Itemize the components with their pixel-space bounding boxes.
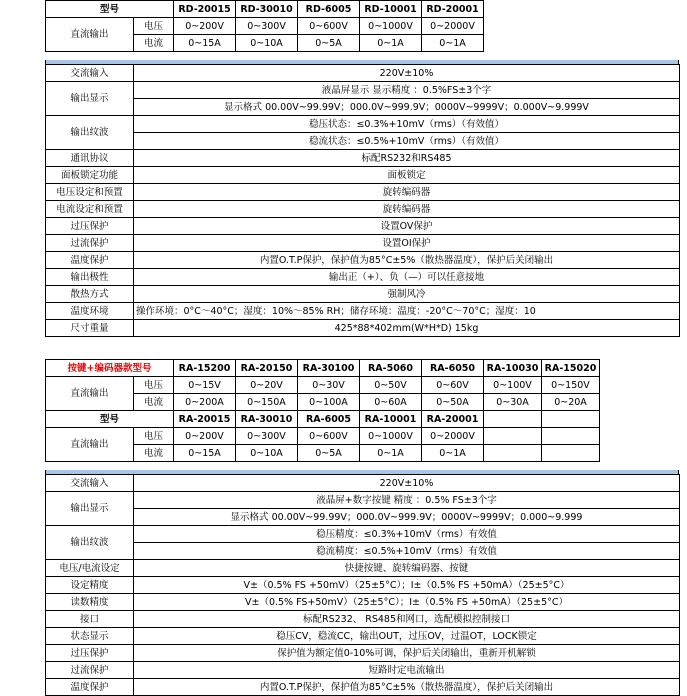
spec-label: 输出纹波 bbox=[46, 526, 134, 560]
spec-row bbox=[46, 594, 680, 611]
current-value: 0~10A bbox=[236, 445, 298, 462]
voltage-row bbox=[46, 18, 680, 35]
current-value: 0~15A bbox=[174, 35, 236, 52]
voltage-value: 0~50V bbox=[360, 377, 422, 394]
spec-value: 设置OV保护 bbox=[134, 218, 680, 235]
spec-sheet bbox=[45, 0, 679, 696]
spec-row bbox=[46, 150, 680, 167]
current-label: 电流 bbox=[134, 35, 174, 52]
spec-row bbox=[46, 492, 680, 509]
current-value: 0~10A bbox=[236, 35, 298, 52]
spec-label: 过压保护 bbox=[46, 645, 134, 662]
rd-spec-table bbox=[45, 64, 680, 337]
voltage-value: 0~150V bbox=[542, 377, 600, 394]
model-name: RA-6050 bbox=[422, 360, 484, 377]
spec-label: 输出纹波 bbox=[46, 116, 134, 150]
spec-row bbox=[46, 611, 680, 628]
current-value: 0~5A bbox=[298, 35, 360, 52]
rd-model-table bbox=[45, 0, 680, 52]
ra-spec-table bbox=[45, 474, 680, 696]
current-value: 0~100A bbox=[298, 394, 360, 411]
spec-row bbox=[46, 82, 680, 99]
voltage-value: 0~15V bbox=[174, 377, 236, 394]
spec-label: 电压/电流设定 bbox=[46, 560, 134, 577]
dc-output-label: 直流输出 bbox=[46, 18, 134, 52]
spec-row bbox=[46, 269, 680, 286]
spec-label: 温度保护 bbox=[46, 679, 134, 696]
current-value: 0~1A bbox=[422, 35, 484, 52]
model-name: RA-30100 bbox=[298, 360, 360, 377]
spec-label: 通讯协议 bbox=[46, 150, 134, 167]
model-name: RA-5060 bbox=[360, 360, 422, 377]
spec-label: 状态显示 bbox=[46, 628, 134, 645]
dc-output-label: 直流输出 bbox=[46, 428, 134, 462]
spec-value: 保护值为额定值0-10%可调，保护后关闭输出，重新开机解锁 bbox=[134, 645, 680, 662]
spec-label: 过流保护 bbox=[46, 235, 134, 252]
voltage-value: 0~60V bbox=[422, 377, 484, 394]
spec-row bbox=[46, 303, 680, 320]
spec-label: 过压保护 bbox=[46, 218, 134, 235]
spec-label: 温度保护 bbox=[46, 252, 134, 269]
model-header-row bbox=[46, 1, 680, 18]
spec-row bbox=[46, 99, 680, 116]
spec-label: 散热方式 bbox=[46, 286, 134, 303]
voltage-value: 0~600V bbox=[298, 18, 360, 35]
spec-value: 425*88*402mm(W*H*D) 15kg bbox=[134, 320, 680, 337]
voltage-value: 0~2000V bbox=[422, 18, 484, 35]
model-name: RA-10001 bbox=[360, 411, 422, 428]
spec-value: 强制风冷 bbox=[134, 286, 680, 303]
spec-value: 旋转编码器 bbox=[134, 184, 680, 201]
spec-value: V±（0.5% FS +50mV）（25±5°C）；I±（0.5% FS +50mA）（25±5°C） bbox=[134, 577, 680, 594]
spec-label: 过流保护 bbox=[46, 662, 134, 679]
current-value: 0~1A bbox=[422, 445, 484, 462]
voltage-row bbox=[46, 428, 680, 445]
spec-value: 220V±10% bbox=[134, 475, 680, 492]
current-value: 0~5A bbox=[298, 445, 360, 462]
spec-value: 稳压CV，稳流CC，输出OUT，过压OV，过温OT，LOCK锁定 bbox=[134, 628, 680, 645]
spec-label: 尺寸重量 bbox=[46, 320, 134, 337]
model-header-row bbox=[46, 360, 680, 377]
spec-row bbox=[46, 320, 680, 337]
model-name: RD-6005 bbox=[298, 1, 360, 18]
model-name: RA-10030 bbox=[484, 360, 542, 377]
spec-row bbox=[46, 543, 680, 560]
current-value: 0~50A bbox=[422, 394, 484, 411]
spec-label: 交流输入 bbox=[46, 65, 134, 82]
model-name: RD-10001 bbox=[360, 1, 422, 18]
voltage-label: 电压 bbox=[134, 377, 174, 394]
spec-label: 温度环境 bbox=[46, 303, 134, 320]
spec-row bbox=[46, 560, 680, 577]
current-label: 电流 bbox=[134, 445, 174, 462]
spec-value: 显示格式 00.00V~99.99V；000.0V~999.9V；0000V~9999V；0.000V~9.999V bbox=[134, 99, 680, 116]
model-name: RA-15200 bbox=[174, 360, 236, 377]
spec-label: 面板锁定功能 bbox=[46, 167, 134, 184]
spec-value: 稳压精度：≤0.3%+10mV（rms）有效值 bbox=[134, 526, 680, 543]
spec-row bbox=[46, 286, 680, 303]
current-row bbox=[46, 445, 680, 462]
spec-row bbox=[46, 645, 680, 662]
spec-row bbox=[46, 235, 680, 252]
spec-row bbox=[46, 184, 680, 201]
spec-label: 设定精度 bbox=[46, 577, 134, 594]
model-name: RD-20001 bbox=[422, 1, 484, 18]
model-name: RA-15020 bbox=[542, 360, 600, 377]
current-value: 0~150A bbox=[236, 394, 298, 411]
spec-row bbox=[46, 116, 680, 133]
spec-row bbox=[46, 577, 680, 594]
dc-output-label: 直流输出 bbox=[46, 377, 134, 411]
spec-label: 电流设定和预置 bbox=[46, 201, 134, 218]
spec-row bbox=[46, 65, 680, 82]
voltage-value: 0~30V bbox=[298, 377, 360, 394]
spec-value: 短路时定电流输出 bbox=[134, 662, 680, 679]
spec-row bbox=[46, 679, 680, 696]
model-name: RD-20015 bbox=[174, 1, 236, 18]
voltage-value: 0~300V bbox=[236, 18, 298, 35]
spec-value: 内置O.T.P保护，保护值为85°C±5%（散热器温度），保护后关闭输出 bbox=[134, 252, 680, 269]
model-name: RA-30010 bbox=[236, 411, 298, 428]
spec-label: 接口 bbox=[46, 611, 134, 628]
voltage-value: 0~2000V bbox=[422, 428, 484, 445]
spec-value: 输出正（+）、负（—）可以任意接地 bbox=[134, 269, 680, 286]
model-label: 型号 bbox=[46, 1, 174, 18]
model-name: RA-6005 bbox=[298, 411, 360, 428]
voltage-value: 0~600V bbox=[298, 428, 360, 445]
current-value: 0~60A bbox=[360, 394, 422, 411]
model-label: 按键+编码器款型号 bbox=[46, 360, 174, 377]
current-row bbox=[46, 394, 680, 411]
current-value: 0~200A bbox=[174, 394, 236, 411]
voltage-row bbox=[46, 377, 680, 394]
spec-row bbox=[46, 509, 680, 526]
spec-value: 标配RS232和RS485 bbox=[134, 150, 680, 167]
current-value: 0~1A bbox=[360, 445, 422, 462]
spec-value: 设置OI保护 bbox=[134, 235, 680, 252]
spec-value: 标配RS232、 RS485和网口，选配模拟控制接口 bbox=[134, 611, 680, 628]
spec-row bbox=[46, 628, 680, 645]
spec-value: 显示格式 00.00V~99.99V；000.0V~999.9V；0000V~9999V；0.000~9.999 bbox=[134, 509, 680, 526]
spec-row bbox=[46, 252, 680, 269]
spec-row bbox=[46, 662, 680, 679]
voltage-value: 0~1000V bbox=[360, 428, 422, 445]
current-value: 0~20A bbox=[542, 394, 600, 411]
spec-label: 输出显示 bbox=[46, 82, 134, 116]
spec-row bbox=[46, 218, 680, 235]
current-value: 0~30A bbox=[484, 394, 542, 411]
spec-label: 输出显示 bbox=[46, 492, 134, 526]
voltage-value: 0~20V bbox=[236, 377, 298, 394]
voltage-label: 电压 bbox=[134, 428, 174, 445]
spec-row bbox=[46, 167, 680, 184]
current-value: 0~1A bbox=[360, 35, 422, 52]
spec-value: V±（0.5% FS+50mV）（25±5°C）；I±（0.5% FS +50mA）（25±5°C） bbox=[134, 594, 680, 611]
model-header-row bbox=[46, 411, 680, 428]
spec-value: 操作环境：0°C～40°C；湿度：10%～85% RH；储存环境：温度：-20°C～70°C；湿度：10 bbox=[134, 303, 680, 320]
spec-label: 输出极性 bbox=[46, 269, 134, 286]
model-name: RA-20001 bbox=[422, 411, 484, 428]
spec-value: 面板锁定 bbox=[134, 167, 680, 184]
voltage-value: 0~200V bbox=[174, 18, 236, 35]
spec-value: 快捷按键、旋转编码器、按键 bbox=[134, 560, 680, 577]
ra-model-table bbox=[45, 359, 680, 462]
spec-row bbox=[46, 201, 680, 218]
spec-row bbox=[46, 133, 680, 150]
spec-row bbox=[46, 526, 680, 543]
spec-value: 稳流精度：≤0.5%+10mV（rms）有效值 bbox=[134, 543, 680, 560]
spec-value: 液晶屏+数字按键 精度 ：0.5% FS±3个字 bbox=[134, 492, 680, 509]
spec-row bbox=[46, 475, 680, 492]
spec-value: 220V±10% bbox=[134, 65, 680, 82]
spec-value: 稳流状态：≤0.5%+10mV（rms）（有效值） bbox=[134, 133, 680, 150]
spec-value: 旋转编码器 bbox=[134, 201, 680, 218]
spec-value: 液晶屏显示 显示精度 ：0.5%FS±3个字 bbox=[134, 82, 680, 99]
voltage-value: 0~100V bbox=[484, 377, 542, 394]
current-value: 0~15A bbox=[174, 445, 236, 462]
current-label: 电流 bbox=[134, 394, 174, 411]
model-label: 型号 bbox=[46, 411, 174, 428]
spec-label: 交流输入 bbox=[46, 475, 134, 492]
spec-label: 读数精度 bbox=[46, 594, 134, 611]
voltage-label: 电压 bbox=[134, 18, 174, 35]
voltage-value: 0~1000V bbox=[360, 18, 422, 35]
model-name: RD-30010 bbox=[236, 1, 298, 18]
voltage-value: 0~200V bbox=[174, 428, 236, 445]
current-row bbox=[46, 35, 680, 52]
voltage-value: 0~300V bbox=[236, 428, 298, 445]
spec-value: 内置O.T.P保护，保护值为85°C±5%（散热器温度），保护后关闭输出 bbox=[134, 679, 680, 696]
model-name: RA-20150 bbox=[236, 360, 298, 377]
model-name: RA-20015 bbox=[174, 411, 236, 428]
spec-value: 稳压状态：≤0.3%+10mV（rms）（有效值） bbox=[134, 116, 680, 133]
spec-label: 电压设定和预置 bbox=[46, 184, 134, 201]
